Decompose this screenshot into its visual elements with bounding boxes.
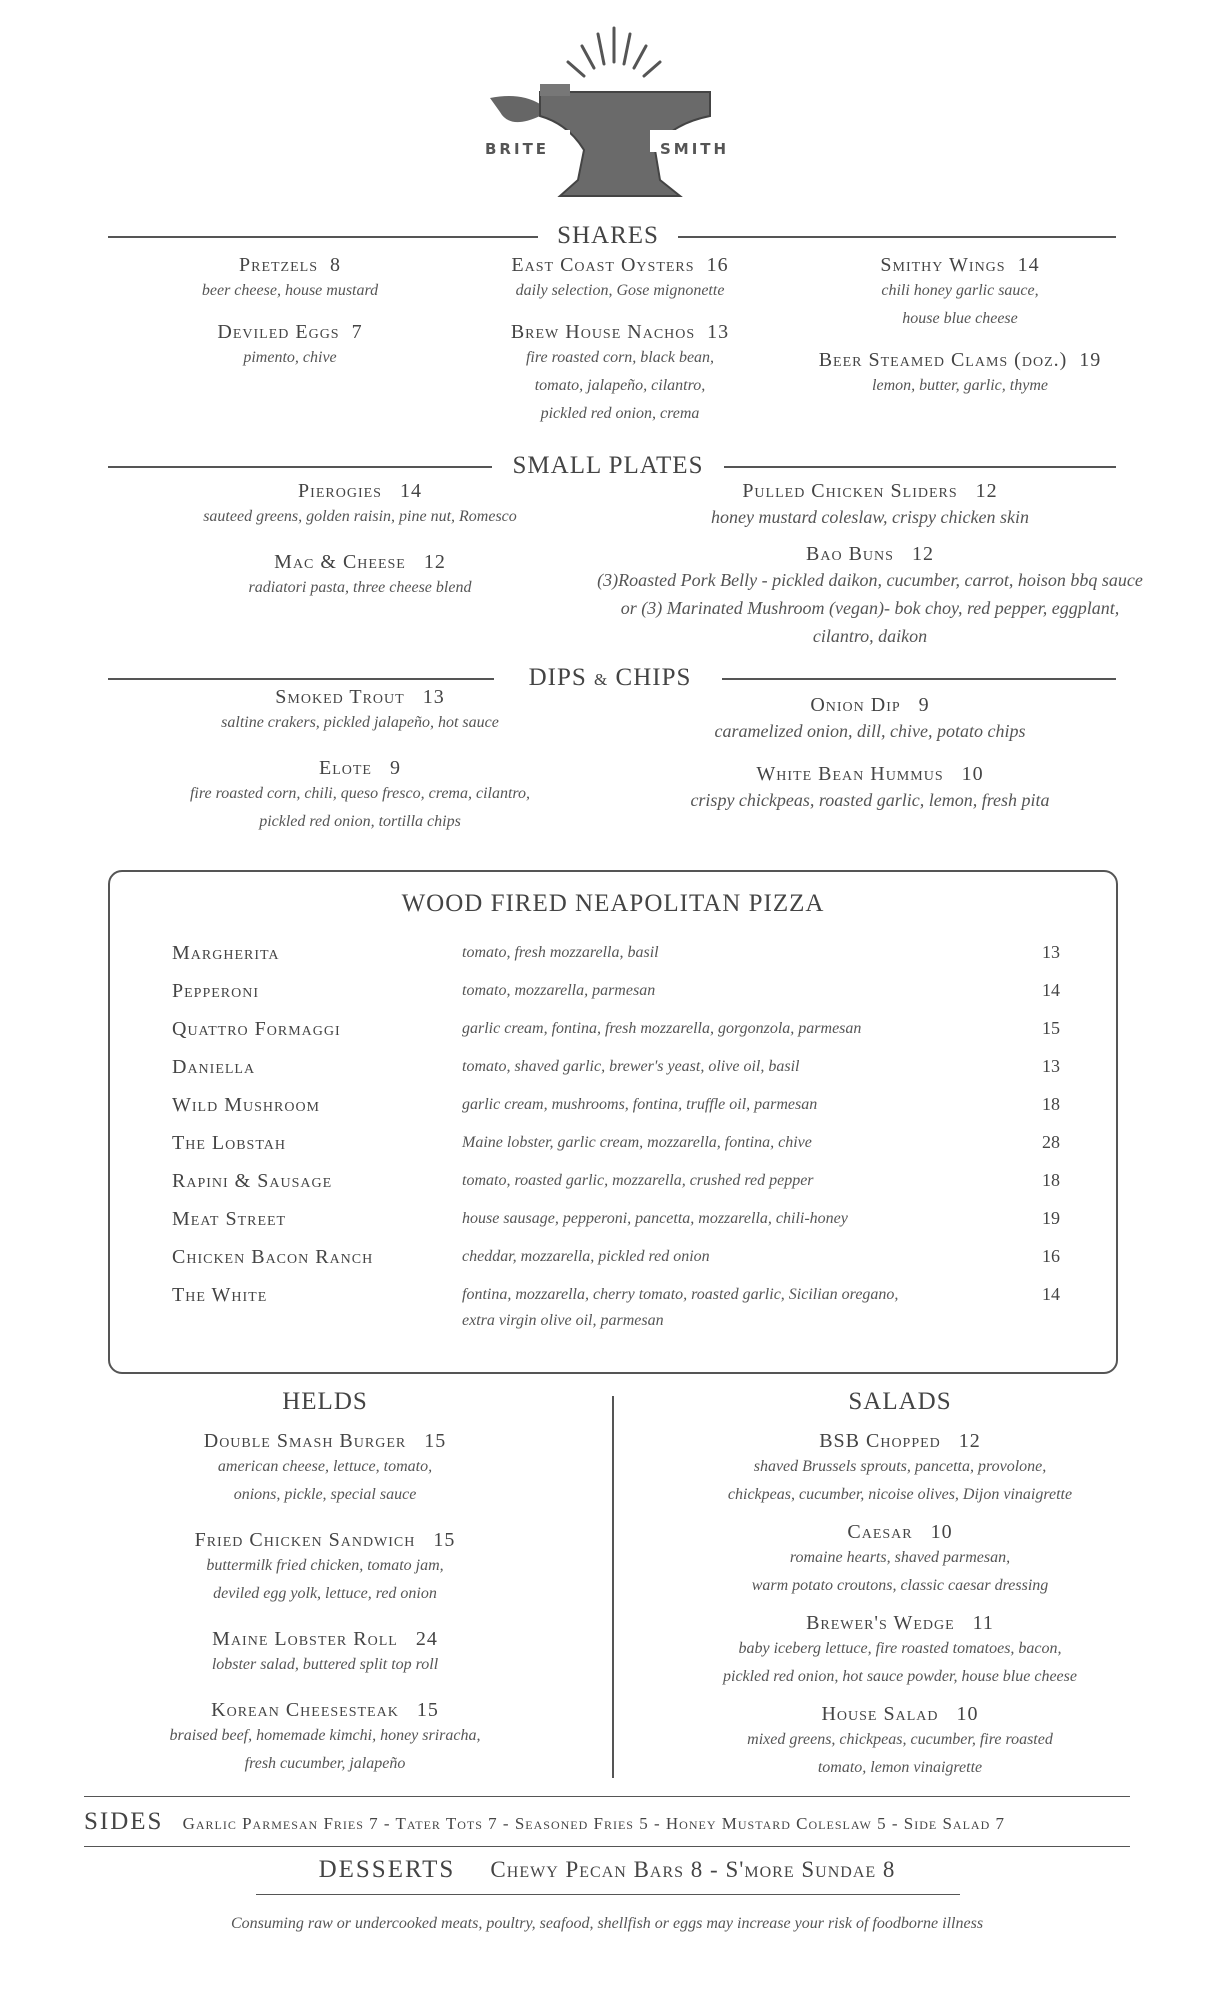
item-desc: romaine hearts, shaved parmesan, [789,1549,1011,1566]
item-name: Pierogies [298,480,382,502]
dips-right [620,694,1120,814]
item-price: 24 [415,1628,438,1650]
item-price: 13 [707,321,730,343]
item-desc: warm potato croutons, classic caesar dressing [751,1577,1049,1594]
item-desc: braised beef, homemade kimchi, honey sriracha, [169,1727,481,1744]
pizza-price: 18 [1042,1170,1060,1190]
item-desc: fire roasted corn, black bean, [525,349,715,366]
item-desc: beer cheese, house mustard [201,282,379,299]
pizza-desc: fontina, mozzarella, cherry tomato, roasted garlic, Sicilian oregano, [462,1286,899,1303]
item-desc: (3)Roasted Pork Belly - pickled daikon, cucumber, carrot, hoison bbq sauce [597,570,1143,590]
item-desc: fresh cucumber, jalapeño [244,1755,406,1772]
dips-heading-b: CHIPS [615,664,692,691]
shares-rule-right [678,236,1116,238]
item-price: 10 [961,763,984,785]
pizza-desc: tomato, shaved garlic, brewer's yeast, olive oil, basil [462,1058,800,1075]
item-price: 9 [918,694,930,716]
item-desc: fire roasted corn, chili, queso fresco, crema, cilantro, [189,785,531,802]
pizza-desc: tomato, fresh mozzarella, basil [462,944,659,961]
shares-col2 [470,254,770,428]
item-name: Brew House Nachos [510,321,696,343]
item-name: BSB Chopped [819,1430,941,1452]
dips-rule-left [108,678,494,680]
item-name: Deviled Eggs [217,321,340,343]
pizza-name: The White [172,1284,268,1306]
pizza-price: 14 [1042,1284,1060,1304]
item-price: 13 [422,686,445,708]
pizza-name: Quattro Formaggi [172,1018,341,1040]
item-price: 19 [1079,349,1102,371]
anvil-icon [480,20,740,210]
pizza-desc: tomato, roasted garlic, mozzarella, crushed red pepper [462,1172,814,1189]
sides-row [84,1808,1144,1836]
item-price: 15 [416,1699,439,1721]
item-price: 8 [330,254,341,276]
small-plates-rule-left [108,466,492,468]
desserts-row [150,1856,1064,1884]
item-desc: lemon, butter, garlic, thyme [872,377,1048,394]
pizza-price: 16 [1042,1246,1060,1266]
item-price: 7 [351,321,363,343]
item-desc: baby iceberg lettuce, fire roasted tomatoes, bacon, [738,1640,1062,1657]
item-price: 11 [972,1612,994,1634]
item-desc: tomato, lemon vinaigrette [817,1759,983,1776]
pizza-name: Daniella [172,1056,256,1078]
pizza-name: Margherita [172,942,280,964]
item-price: 14 [1017,254,1040,276]
pizza-price: 13 [1042,1056,1060,1076]
pizza-price: 14 [1042,980,1060,1000]
item-desc: caramelized onion, dill, chive, potato chips [714,721,1026,741]
sides-heading: SIDES [84,1808,164,1835]
item-desc: onions, pickle, special sauce [233,1486,417,1503]
pizza-desc: Maine lobster, garlic cream, mozzarella, fontina, chive [462,1134,812,1151]
pizza-price: 13 [1042,942,1060,962]
pizza-desc: tomato, mozzarella, parmesan [462,982,656,999]
desserts-items: Chewy Pecan Bars 8 - S'more Sundae 8 [490,1857,896,1882]
item-desc: pickled red onion, tortilla chips [259,813,461,830]
item-name: Onion Dip [810,694,901,716]
item-price: 12 [423,551,446,573]
item-desc: or (3) Marinated Mushroom (vegan)- bok choy, red pepper, eggplant, [620,598,1120,618]
pizza-name: Pepperoni [172,980,260,1002]
item-price: 12 [911,543,934,565]
item-name: Beer Steamed Clams (doz.) [818,349,1068,371]
item-desc: radiatori pasta, three cheese blend [248,579,472,596]
item-price: 12 [958,1430,981,1452]
item-desc: american cheese, lettuce, tomato, [217,1458,433,1475]
item-desc: chili honey garlic sauce, [881,282,1039,299]
item-price: 15 [433,1529,456,1551]
pizza-desc: garlic cream, mushrooms, fontina, truffle oil, parmesan [462,1096,818,1113]
item-name: Bao Buns [806,543,894,565]
item-name: Smithy Wings [880,254,1006,276]
item-price: 12 [975,480,998,502]
helds-heading: HELDS [282,1388,368,1415]
item-desc: mixed greens, chickpeas, cucumber, fire roasted [747,1731,1053,1748]
pizza-name: Meat Street [172,1208,287,1230]
small-plates-heading: SMALL PLATES [512,452,704,479]
item-name: House Salad [821,1703,939,1725]
disclaimer: Consuming raw or undercooked meats, poultry, seafood, shellfish or eggs may increase your risk of foodborne illness [230,1915,984,1932]
helds-list [130,1430,520,1778]
pizza-name: Rapini & Sausage [172,1170,333,1192]
item-desc: pickled red onion, hot sauce powder, house blue cheese [723,1668,1077,1685]
item-desc: daily selection, Gose mignonette [515,282,725,299]
item-desc: chickpeas, cucumber, nicoise olives, Dijon vinaigrette [727,1486,1073,1503]
logo-word-left: BRITE [485,140,550,158]
item-name: Brewer's Wedge [806,1612,955,1634]
item-name: Mac & Cheese [274,551,406,573]
item-name: Pulled Chicken Sliders [742,480,958,502]
small-plates-rule-right [724,466,1116,468]
item-name: Maine Lobster Roll [212,1628,398,1650]
pizza-price: 28 [1042,1132,1060,1152]
item-desc: house blue cheese [902,310,1018,327]
item-name: Elote [319,757,372,779]
item-desc: honey mustard coleslaw, crispy chicken skin [711,507,1029,527]
item-desc: buttermilk fried chicken, tomato jam, [206,1557,444,1574]
pizza-desc: cheddar, mozzarella, pickled red onion [462,1248,710,1265]
shares-heading: SHARES [557,222,659,249]
helds-salads-divider [612,1396,614,1778]
pizza-price: 15 [1042,1018,1060,1038]
item-desc: cilantro, daikon [812,626,928,646]
desserts-heading: DESSERTS [318,1856,456,1883]
shares-col1 [140,254,440,372]
pizza-name: Wild Mushroom [172,1094,320,1116]
item-desc: tomato, jalapeño, cilantro, [534,377,706,394]
pizza-desc: garlic cream, fontina, fresh mozzarella, gorgonzola, parmesan [462,1020,862,1037]
dips-left [140,686,580,836]
pizza-desc: house sausage, pepperoni, pancetta, mozzarella, chili-honey [462,1210,848,1227]
salads-list [680,1430,1120,1782]
dips-rule-right [722,678,1116,680]
item-desc: sauteed greens, golden raisin, pine nut, Romesco [203,508,517,525]
sides-rule-bottom [84,1846,1130,1847]
item-name: White Bean Hummus [756,763,944,785]
item-price: 10 [930,1521,953,1543]
pizza-name: Chicken Bacon Ranch [172,1246,374,1268]
desserts-rule [256,1894,960,1895]
small-plates-right [570,480,1170,650]
brite-smith-logo [480,20,740,210]
item-desc: pimento, chive [243,349,337,366]
dips-heading-amp: & [594,670,609,689]
salads-heading: SALADS [848,1388,952,1415]
logo-word-right: SMITH [660,140,730,158]
item-desc: pickled red onion, crema [540,405,700,422]
dips-heading-a: DIPS [528,664,587,691]
item-price: 14 [399,480,422,502]
item-price: 15 [424,1430,447,1452]
item-name: Pretzels [238,254,318,276]
item-desc: saltine crakers, pickled jalapeño, hot sauce [221,714,499,731]
shares-rule-left [108,236,538,238]
pizza-desc-2: extra virgin olive oil, parmesan [462,1312,664,1329]
shares-col3 [790,254,1130,400]
item-name: Caesar [847,1521,913,1543]
sides-items: Garlic Parmesan Fries 7 - Tater Tots 7 - Seasoned Fries 5 - Honey Mustard Coleslaw 5 - Side Salad 7 [182,1814,1006,1833]
item-price: 10 [956,1703,979,1725]
item-desc: shaved Brussels sprouts, pancetta, provolone, [753,1458,1047,1475]
pizza-price: 19 [1042,1208,1060,1228]
item-price: 16 [706,254,729,276]
small-plates-left [160,480,560,602]
sides-rule-top [84,1796,1130,1797]
item-name: Smoked Trout [275,686,405,708]
pizza-heading: WOOD FIRED NEAPOLITAN PIZZA [401,890,825,917]
item-name: Fried Chicken Sandwich [194,1529,416,1551]
item-desc: deviled egg yolk, lettuce, red onion [213,1585,437,1602]
item-name: Korean Cheesesteak [211,1699,399,1721]
item-name: Double Smash Burger [203,1430,407,1452]
pizza-name: The Lobstah [172,1132,286,1154]
item-desc: lobster salad, buttered split top roll [211,1656,439,1673]
item-name: East Coast Oysters [511,254,695,276]
pizza-price: 18 [1042,1094,1060,1114]
item-price: 9 [389,757,401,779]
item-desc: crispy chickpeas, roasted garlic, lemon, fresh pita [690,790,1050,810]
